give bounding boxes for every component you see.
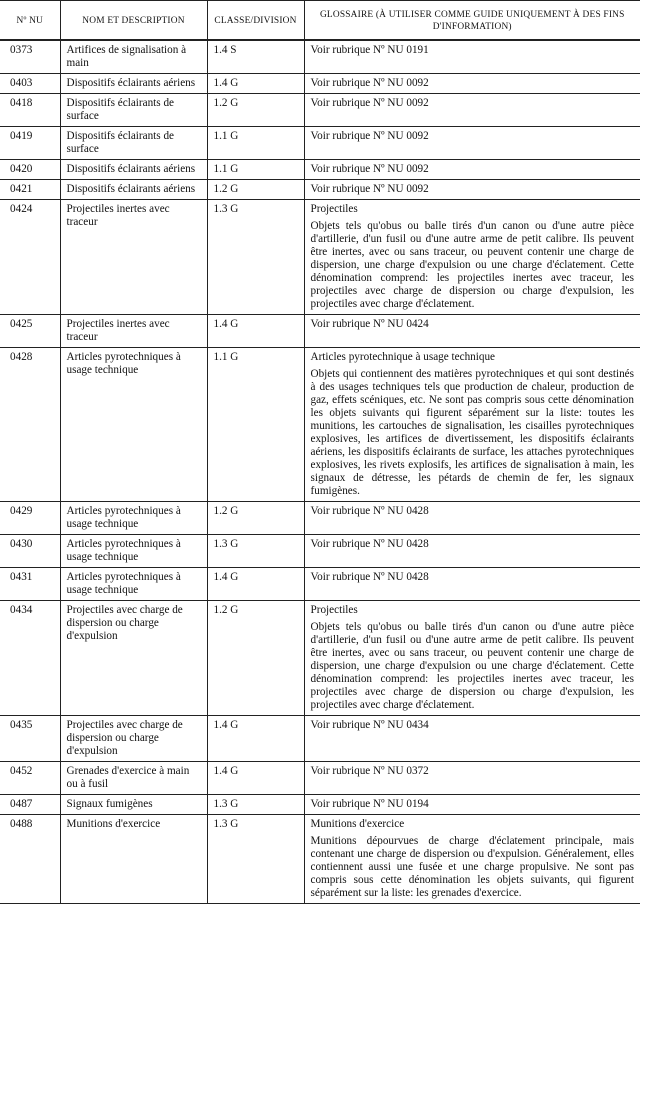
class-division-cell: 1.4 G <box>207 762 304 795</box>
header-glossary: GLOSSAIRE (À UTILISER COMME GUIDE UNIQUEMENT À DES FINS D'INFORMATION) <box>304 1 640 41</box>
un-number-cell: 0430 <box>0 535 60 568</box>
table-row <box>0 200 640 315</box>
class-division-cell: 1.1 G <box>207 348 304 502</box>
table-row <box>0 40 640 74</box>
header-name: NOM ET DESCRIPTION <box>60 1 207 41</box>
table-row <box>0 601 640 716</box>
table-row <box>0 348 640 502</box>
glossary-title: Voir rubrique Nº NU 0428 <box>310 538 429 550</box>
class-division-cell: 1.4 S <box>207 40 304 74</box>
glossary-title: Articles pyrotechnique à usage technique <box>310 351 496 363</box>
glossary-cell <box>304 200 640 315</box>
un-number-cell: 0420 <box>0 160 60 180</box>
class-division-cell: 1.3 G <box>207 535 304 568</box>
name-description-cell: Articles pyrotechniques à usage technique <box>60 348 207 502</box>
un-number-cell: 0435 <box>0 716 60 762</box>
header-class: CLASSE/DIVISION <box>207 1 304 41</box>
name-description-cell: Projectiles avec charge de dispersion ou charge d'expulsion <box>60 716 207 762</box>
glossary-title: Munitions d'exercice <box>310 818 405 830</box>
un-number-cell: 0418 <box>0 94 60 127</box>
class-division-cell: 1.1 G <box>207 127 304 160</box>
un-number-cell: 0403 <box>0 74 60 94</box>
class-division-cell: 1.4 G <box>207 568 304 601</box>
glossary-cell <box>304 94 640 127</box>
glossary-cell <box>304 601 640 716</box>
glossary-cell <box>304 795 640 815</box>
glossary-title: Voir rubrique Nº NU 0092 <box>310 183 429 195</box>
name-description-cell: Projectiles inertes avec traceur <box>60 315 207 348</box>
glossary-cell <box>304 535 640 568</box>
glossary-cell <box>304 74 640 94</box>
un-number-cell: 0421 <box>0 180 60 200</box>
name-description-cell: Munitions d'exercice <box>60 815 207 904</box>
table-row <box>0 795 640 815</box>
glossary-title: Voir rubrique Nº NU 0092 <box>310 130 429 142</box>
table-row <box>0 815 640 904</box>
un-number-cell: 0428 <box>0 348 60 502</box>
table-row <box>0 315 640 348</box>
un-number-cell: 0419 <box>0 127 60 160</box>
table-header-row <box>0 1 640 41</box>
glossary-cell <box>304 502 640 535</box>
name-description-cell: Artifices de signalisation à main <box>60 40 207 74</box>
class-division-cell: 1.4 G <box>207 315 304 348</box>
class-division-cell: 1.2 G <box>207 601 304 716</box>
glossary-cell <box>304 180 640 200</box>
un-number-cell: 0488 <box>0 815 60 904</box>
name-description-cell: Articles pyrotechniques à usage technique <box>60 535 207 568</box>
name-description-cell: Dispositifs éclairants aériens <box>60 160 207 180</box>
glossary-title: Voir rubrique Nº NU 0191 <box>310 44 429 56</box>
table-body <box>0 40 640 904</box>
glossary-text: Objets tels qu'obus ou balle tirés d'un canon ou d'une autre pièce d'artillerie, d'un fusil ou d'une autre arme de petit calibre. Ils peuvent être inertes, avec ou sans traceur, ou peuvent contenir une charge de dispersion, une charge d'expulsion ou une charge d'éclatement. Cette dénomination comprend: les projectiles inertes avec traceur, les projectiles avec charge de dispersion ou charge d'expulsion, les projectiles avec charge d'éclatement. <box>310 621 634 711</box>
glossary-text: Objets qui contiennent des matières pyrotechniques et qui sont destinés à des usages techniques tels que production de chaleur, production de gaz, effets scéniques, etc. Ne sont pas compris sous cette dénomination les objets suivants qui figurent séparément sur la liste: toutes les munitions, les cartouches de signalisation, les cisailles pyrotechniques explosives, les artifices de divertissement, les dispositifs éclairants aériens, les dispositifs éclairants de surface, les attaches pyrotechniques explosives, les rivets explosifs, les artifices de signalisation à main, les signaux de détresse, les pétards de chemin de fer, les signaux fumigènes. <box>310 368 634 497</box>
un-number-cell: 0424 <box>0 200 60 315</box>
glossary-title: Voir rubrique Nº NU 0428 <box>310 571 429 583</box>
table-row <box>0 502 640 535</box>
name-description-cell: Projectiles inertes avec traceur <box>60 200 207 315</box>
glossary-cell <box>304 40 640 74</box>
glossary-title: Projectiles <box>310 604 358 616</box>
class-division-cell: 1.2 G <box>207 94 304 127</box>
glossary-title: Voir rubrique Nº NU 0424 <box>310 318 429 330</box>
glossary-title: Voir rubrique Nº NU 0092 <box>310 163 429 175</box>
class-division-cell: 1.4 G <box>207 74 304 94</box>
table-row <box>0 568 640 601</box>
un-number-cell: 0431 <box>0 568 60 601</box>
table-row <box>0 716 640 762</box>
name-description-cell: Grenades d'exercice à main ou à fusil <box>60 762 207 795</box>
un-number-cell: 0429 <box>0 502 60 535</box>
glossary-cell <box>304 127 640 160</box>
un-number-cell: 0373 <box>0 40 60 74</box>
table-row <box>0 94 640 127</box>
table-row <box>0 180 640 200</box>
glossary-title: Voir rubrique Nº NU 0428 <box>310 505 429 517</box>
glossary-cell <box>304 348 640 502</box>
glossary-title: Voir rubrique Nº NU 0092 <box>310 97 429 109</box>
table-row <box>0 160 640 180</box>
name-description-cell: Dispositifs éclairants de surface <box>60 127 207 160</box>
glossary-text: Objets tels qu'obus ou balle tirés d'un canon ou d'une autre pièce d'artillerie, d'un fusil ou d'une autre arme de petit calibre. Ils peuvent être inertes, avec ou sans traceur, ou peuvent contenir une charge de dispersion, une charge d'expulsion ou une charge d'éclatement. Cette dénomination comprend: les projectiles inertes avec traceur, les projectiles avec charge de dispersion ou charge d'expulsion, les projectiles avec charge d'éclatement. <box>310 220 634 310</box>
glossary-cell <box>304 815 640 904</box>
name-description-cell: Dispositifs éclairants aériens <box>60 180 207 200</box>
table-row <box>0 127 640 160</box>
class-division-cell: 1.1 G <box>207 160 304 180</box>
glossary-title: Voir rubrique Nº NU 0434 <box>310 719 429 731</box>
glossary-text: Munitions dépourvues de charge d'éclatement principale, mais contenant une charge de dispersion ou d'expulsion. Généralement, elles contiennent aussi une fusée et une charge propulsive. Ne sont pas compris sous cette dénomination les objets suivants, qui figurent séparément sur la liste: les grenades d'exercice. <box>310 835 634 899</box>
header-nu: Nº NU <box>0 1 60 41</box>
name-description-cell: Articles pyrotechniques à usage technique <box>60 502 207 535</box>
table-row <box>0 535 640 568</box>
un-number-cell: 0487 <box>0 795 60 815</box>
glossary-cell <box>304 160 640 180</box>
class-division-cell: 1.3 G <box>207 200 304 315</box>
name-description-cell: Articles pyrotechniques à usage technique <box>60 568 207 601</box>
name-description-cell: Projectiles avec charge de dispersion ou charge d'expulsion <box>60 601 207 716</box>
glossary-title: Projectiles <box>310 203 358 215</box>
un-number-cell: 0452 <box>0 762 60 795</box>
glossary-cell <box>304 568 640 601</box>
class-division-cell: 1.3 G <box>207 795 304 815</box>
table-row <box>0 74 640 94</box>
glossary-title: Voir rubrique Nº NU 0372 <box>310 765 429 777</box>
name-description-cell: Dispositifs éclairants aériens <box>60 74 207 94</box>
class-division-cell: 1.2 G <box>207 502 304 535</box>
class-division-cell: 1.3 G <box>207 815 304 904</box>
glossary-title: Voir rubrique Nº NU 0194 <box>310 798 429 810</box>
class-division-cell: 1.4 G <box>207 716 304 762</box>
class-division-cell: 1.2 G <box>207 180 304 200</box>
name-description-cell: Signaux fumigènes <box>60 795 207 815</box>
table-row <box>0 762 640 795</box>
glossary-cell <box>304 762 640 795</box>
glossary-title: Voir rubrique Nº NU 0092 <box>310 77 429 89</box>
un-number-cell: 0434 <box>0 601 60 716</box>
name-description-cell: Dispositifs éclairants de surface <box>60 94 207 127</box>
glossary-cell <box>304 315 640 348</box>
glossary-cell <box>304 716 640 762</box>
un-number-cell: 0425 <box>0 315 60 348</box>
